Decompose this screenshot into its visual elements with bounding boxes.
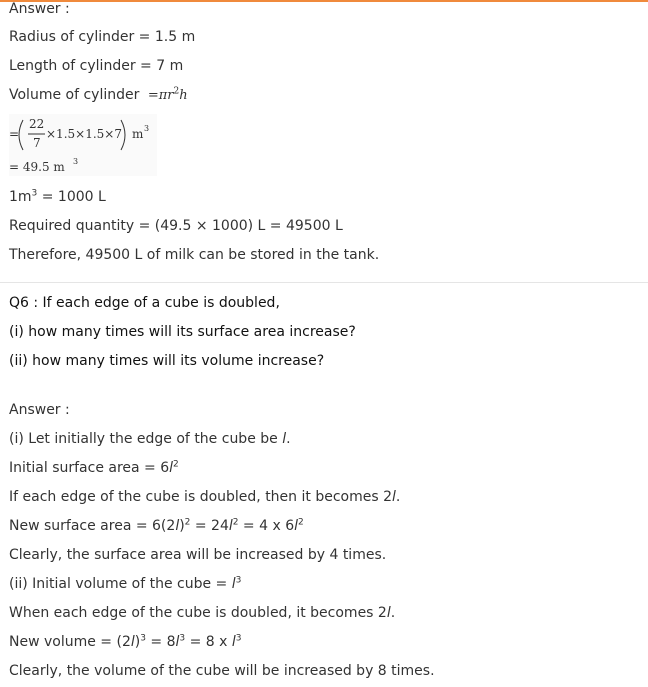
length-line: Length of cylinder = 7 m bbox=[9, 58, 184, 74]
a2-line7-text: When each edge of the cube is doubled, it becomes 2 bbox=[9, 605, 387, 621]
a2-line3: If each edge of the cube is doubled, then it becomes 2l. bbox=[9, 489, 401, 505]
formula-h: h bbox=[179, 88, 188, 103]
a2-line1: (i) Let initially the edge of the cube be l. bbox=[9, 431, 291, 447]
a2-line6: (ii) Initial volume of the cube = $l^3$ bbox=[9, 575, 242, 592]
a2-line5: Clearly, the surface area will be increased by 4 times. bbox=[9, 547, 387, 563]
a2-line4-b: = 24 bbox=[190, 518, 229, 534]
a2-line1-text: (i) Let initially the edge of the cube be bbox=[9, 431, 283, 447]
svg-text:=: = bbox=[9, 127, 20, 141]
frac-den: 7 bbox=[33, 136, 41, 150]
formula-pi: π bbox=[158, 88, 168, 103]
frac-rest: ×1.5×1.5×7 bbox=[46, 127, 122, 141]
radius-line: Radius of cylinder = 1.5 m bbox=[9, 29, 196, 45]
fraction-svg bbox=[9, 114, 157, 176]
frac-result: = 49.5 m bbox=[9, 160, 65, 174]
q6-part1: (i) how many times will its surface area increase? bbox=[9, 324, 356, 340]
volume-formula: $=\pi r^2h$ bbox=[147, 86, 188, 103]
conversion-rhs: = 1000 L bbox=[37, 189, 106, 205]
a2-line8: New volume = $(2l)^3 = 8l^3 = 8$ x $l^3$ bbox=[9, 633, 242, 650]
answer2-label: Answer : bbox=[9, 402, 70, 418]
a2-line6-text: (ii) Initial volume of the cube = bbox=[9, 576, 232, 592]
a2-line2-text: Initial surface area = 6 bbox=[9, 460, 170, 476]
formula-equals: = bbox=[147, 88, 159, 103]
a2-line7: When each edge of the cube is doubled, it becomes 2l. bbox=[9, 605, 396, 621]
volume-line bbox=[9, 86, 188, 105]
frac-num: 22 bbox=[29, 117, 45, 131]
therefore-line: Therefore, 49500 L of milk can be stored in the tank. bbox=[9, 247, 380, 263]
formula-r: r bbox=[167, 88, 174, 103]
fraction-expression bbox=[9, 114, 157, 176]
a2-line4-a: New surface area = 6(2 bbox=[9, 518, 176, 534]
required-quantity-line: Required quantity = (49.5 × 1000) L = 49500 L bbox=[9, 218, 343, 234]
a2-line9: Clearly, the volume of the cube will be increased by 8 times. bbox=[9, 663, 435, 679]
a2-line8-c: = 8 x bbox=[185, 634, 232, 650]
a2-line3-text: If each edge of the cube is doubled, then it becomes 2 bbox=[9, 489, 392, 505]
a2-line4: New surface area = $6(2l)^2 = 24l^2 = 4$ x $6l^2$ bbox=[9, 517, 304, 534]
top-accent-line bbox=[0, 0, 648, 2]
section-divider bbox=[0, 282, 648, 283]
q6-title: Q6 : If each edge of a cube is doubled, bbox=[9, 295, 280, 311]
a2-line8-b: = 8 bbox=[145, 634, 176, 650]
answer-label: Answer : bbox=[9, 1, 70, 17]
conversion-lhs: 1m bbox=[9, 189, 32, 205]
q6-part2: (ii) how many times will its volume increase? bbox=[9, 353, 325, 369]
a2-line4-c: = 4 x 6 bbox=[238, 518, 295, 534]
a2-line8-a: New volume = (2 bbox=[9, 634, 131, 650]
svg-text:3: 3 bbox=[73, 157, 79, 166]
volume-label: Volume of cylinder bbox=[9, 87, 140, 103]
svg-text:3: 3 bbox=[144, 124, 150, 133]
frac-unit: m bbox=[132, 127, 144, 141]
a2-line2: Initial surface area = $6l^2$ bbox=[9, 459, 179, 476]
conversion-line: $1m^3 = 1000$ L bbox=[9, 188, 106, 205]
